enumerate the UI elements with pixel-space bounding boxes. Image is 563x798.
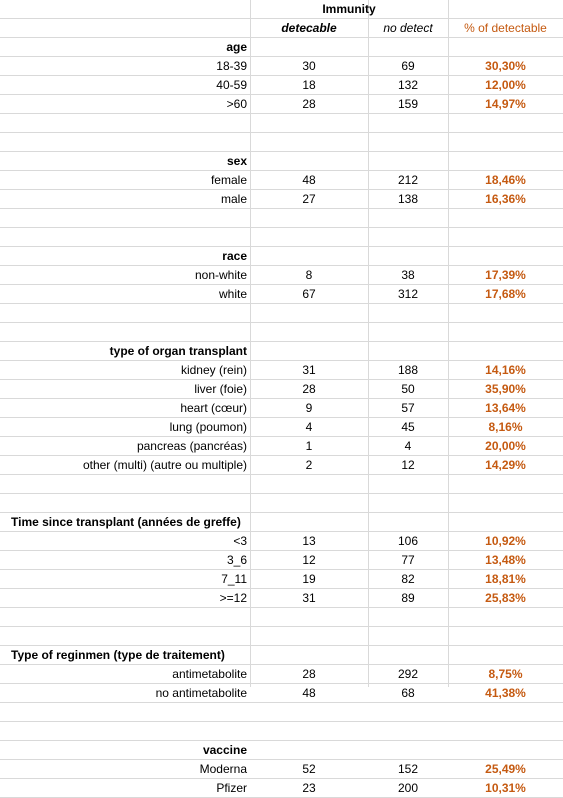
row-label[interactable]: female <box>210 173 247 187</box>
detectable-count[interactable]: 28 <box>302 667 316 681</box>
detectable-count[interactable]: 2 <box>305 458 313 472</box>
blank-row <box>0 304 563 323</box>
section-title[interactable]: sex <box>226 154 247 168</box>
detectable-count[interactable]: 8 <box>305 268 313 282</box>
detectable-count[interactable]: 28 <box>302 97 316 111</box>
row-label[interactable]: non-white <box>194 268 247 282</box>
detectable-count[interactable]: 31 <box>302 363 316 377</box>
no-detect-count[interactable]: 138 <box>397 192 419 206</box>
section-title[interactable]: Type of reginmen (type de traitement) <box>11 648 225 662</box>
pct-detectable[interactable]: 25,49% <box>485 762 526 776</box>
table-row <box>0 589 563 608</box>
detectable-count[interactable]: 12 <box>302 553 316 567</box>
no-detect-count[interactable]: 312 <box>397 287 419 301</box>
table-row <box>0 779 563 798</box>
pct-detectable[interactable]: 12,00% <box>485 78 526 92</box>
row-label[interactable]: no antimetabolite <box>155 686 247 700</box>
row-label[interactable]: other (multi) (autre ou multiple) <box>82 458 247 472</box>
detectable-count[interactable]: 30 <box>302 59 316 73</box>
blank-row <box>0 703 563 722</box>
table-row <box>0 418 563 437</box>
table-row <box>0 285 563 304</box>
pct-detectable[interactable]: 17,68% <box>485 287 526 301</box>
blank-row <box>0 323 563 342</box>
section-title[interactable]: Time since transplant (années de greffe) <box>11 515 241 529</box>
row-label[interactable]: pancreas (pancréas) <box>136 439 247 453</box>
no-detect-count[interactable]: 38 <box>401 268 415 282</box>
table-row <box>0 361 563 380</box>
pct-detectable[interactable]: 17,39% <box>485 268 526 282</box>
table-row <box>0 760 563 779</box>
section-title-row <box>0 152 563 171</box>
no-detect-count[interactable]: 188 <box>397 363 419 377</box>
no-detect-count[interactable]: 159 <box>397 97 419 111</box>
row-label[interactable]: >=12 <box>219 591 247 605</box>
no-detect-count[interactable]: 200 <box>397 781 419 795</box>
row-label[interactable]: kidney (rein) <box>180 363 247 377</box>
pct-detectable[interactable]: 13,48% <box>485 553 526 567</box>
no-detect-count[interactable]: 77 <box>401 553 415 567</box>
section-title[interactable]: type of organ transplant <box>109 344 247 358</box>
table-row <box>0 380 563 399</box>
header-no-detect[interactable]: no detect <box>383 21 433 35</box>
table-row <box>0 76 563 95</box>
table-row <box>0 665 563 684</box>
blank-row <box>0 475 563 494</box>
pct-detectable[interactable]: 30,30% <box>485 59 526 73</box>
section-title-row <box>0 741 563 760</box>
no-detect-count[interactable]: 50 <box>401 382 415 396</box>
pct-detectable[interactable]: 13,64% <box>485 401 526 415</box>
pct-detectable[interactable]: 8,16% <box>488 420 523 434</box>
blank-row <box>0 494 563 513</box>
blank-row <box>0 627 563 646</box>
pct-detectable[interactable]: 16,36% <box>485 192 526 206</box>
detectable-count[interactable]: 9 <box>305 401 313 415</box>
section-title-row <box>0 38 563 57</box>
no-detect-count[interactable]: 292 <box>397 667 419 681</box>
table-row <box>0 171 563 190</box>
no-detect-count[interactable]: 12 <box>401 458 415 472</box>
blank-row <box>0 209 563 228</box>
detectable-count[interactable]: 52 <box>302 762 316 776</box>
row-label[interactable]: 40-59 <box>216 78 247 92</box>
no-detect-count[interactable]: 152 <box>397 762 419 776</box>
row-label[interactable]: liver (foie) <box>194 382 247 396</box>
pct-detectable[interactable]: 10,31% <box>485 781 526 795</box>
no-detect-count[interactable]: 106 <box>397 534 419 548</box>
section-title-row <box>0 646 563 665</box>
table-row <box>0 532 563 551</box>
detectable-count[interactable]: 67 <box>302 287 316 301</box>
detectable-count[interactable]: 23 <box>302 781 316 795</box>
table-row <box>0 437 563 456</box>
row-label[interactable]: white <box>218 287 247 301</box>
table-row <box>0 456 563 475</box>
header-immunity[interactable]: Immunity <box>322 2 376 16</box>
table-row <box>0 399 563 418</box>
table-row <box>0 551 563 570</box>
pct-detectable[interactable]: 41,38% <box>485 686 526 700</box>
pct-detectable[interactable]: 35,90% <box>485 382 526 396</box>
table-row <box>0 266 563 285</box>
no-detect-count[interactable]: 68 <box>401 686 415 700</box>
detectable-count[interactable]: 48 <box>302 173 316 187</box>
blank-row <box>0 722 563 741</box>
row-label[interactable]: 3_6 <box>226 553 247 567</box>
section-title-row <box>0 247 563 266</box>
table-row <box>0 57 563 76</box>
row-label[interactable]: antimetabolite <box>172 667 247 681</box>
detectable-count[interactable]: 27 <box>302 192 316 206</box>
section-title[interactable]: age <box>226 40 247 54</box>
pct-detectable[interactable]: 14,97% <box>485 97 526 111</box>
row-label[interactable]: male <box>220 192 247 206</box>
pct-detectable[interactable]: 18,46% <box>485 173 526 187</box>
no-detect-count[interactable]: 4 <box>404 439 412 453</box>
detectable-count[interactable]: 31 <box>302 591 316 605</box>
no-detect-count[interactable]: 57 <box>401 401 415 415</box>
section-title-row <box>0 513 563 532</box>
no-detect-count[interactable]: 45 <box>401 420 415 434</box>
section-title[interactable]: race <box>222 249 247 263</box>
blank-row <box>0 114 563 133</box>
pct-detectable[interactable]: 20,00% <box>485 439 526 453</box>
detectable-count[interactable]: 1 <box>305 439 313 453</box>
detectable-count[interactable]: 18 <box>302 78 316 92</box>
detectable-count[interactable]: 28 <box>302 382 316 396</box>
header-pct-detectable[interactable]: % of detectable <box>464 21 547 35</box>
detectable-count[interactable]: 48 <box>302 686 316 700</box>
detectable-count[interactable]: 4 <box>305 420 313 434</box>
row-label[interactable]: >60 <box>226 97 247 111</box>
section-title-row <box>0 342 563 361</box>
blank-row <box>0 133 563 152</box>
blank-row <box>0 228 563 247</box>
header-detectable[interactable]: detecable <box>281 21 337 35</box>
no-detect-count[interactable]: 212 <box>397 173 419 187</box>
table-row <box>0 190 563 209</box>
row-label[interactable]: Moderna <box>199 762 247 776</box>
pct-detectable[interactable]: 14,16% <box>485 363 526 377</box>
detectable-count[interactable]: 13 <box>302 534 316 548</box>
no-detect-count[interactable]: 132 <box>397 78 419 92</box>
no-detect-count[interactable]: 82 <box>401 572 415 586</box>
pct-detectable[interactable]: 8,75% <box>488 667 523 681</box>
no-detect-count[interactable]: 69 <box>401 59 415 73</box>
pct-detectable[interactable]: 18,81% <box>485 572 526 586</box>
pct-detectable[interactable]: 25,83% <box>485 591 526 605</box>
row-label[interactable]: Pfizer <box>216 781 247 795</box>
blank-row <box>0 608 563 627</box>
pct-detectable[interactable]: 10,92% <box>485 534 526 548</box>
table-row <box>0 570 563 589</box>
table-row <box>0 95 563 114</box>
row-label[interactable]: 7_11 <box>221 572 247 586</box>
section-title[interactable]: vaccine <box>202 743 247 757</box>
row-label[interactable]: <3 <box>233 534 247 548</box>
pct-detectable[interactable]: 14,29% <box>485 458 526 472</box>
row-label[interactable]: lung (poumon) <box>169 420 247 434</box>
header-columns-row <box>0 19 563 38</box>
detectable-count[interactable]: 19 <box>302 572 316 586</box>
no-detect-count[interactable]: 89 <box>401 591 415 605</box>
row-label[interactable]: heart (cœur) <box>180 401 247 415</box>
row-label[interactable]: 18-39 <box>216 59 247 73</box>
header-group-row <box>0 0 563 19</box>
